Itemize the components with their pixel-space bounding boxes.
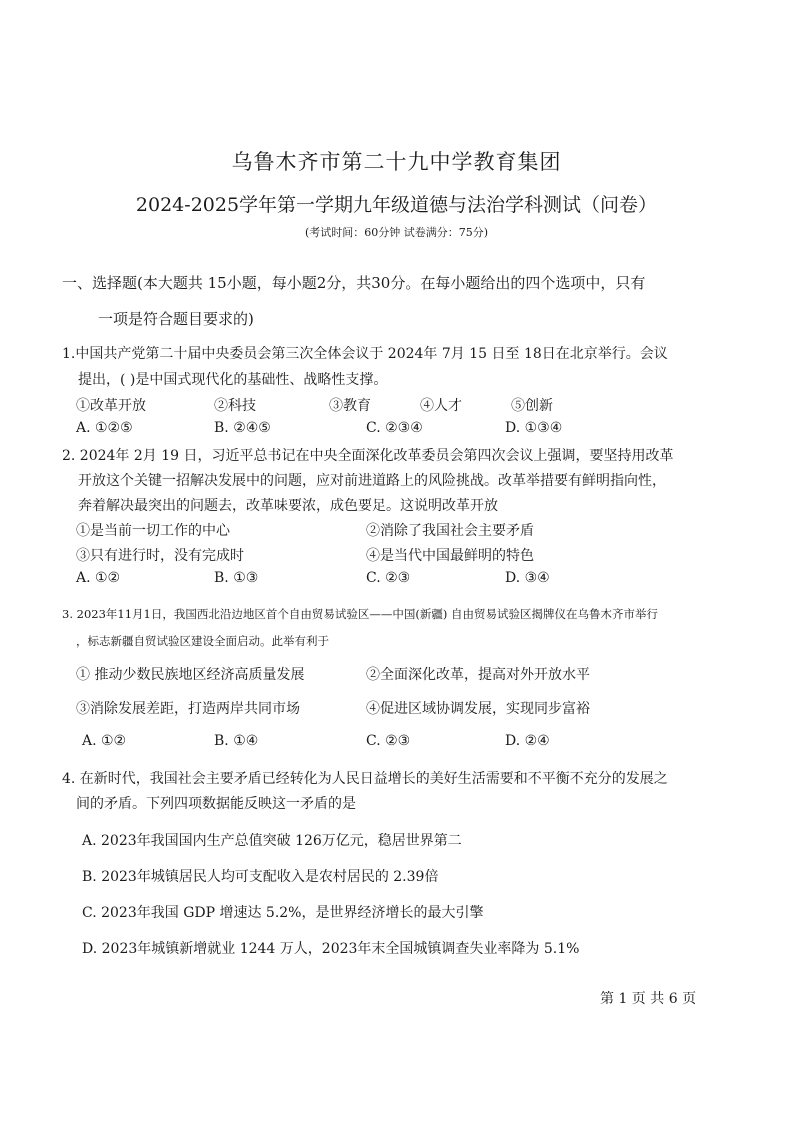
q2-option-b: B. ①③ [214,570,259,586]
q4-option-c: C. 2023年我国 GDP 增速达 5.2%，是世界经济增长的最大引擎 [82,905,484,921]
q1-item-5: ⑤创新 [511,398,553,414]
q4-option-b: B. 2023年城镇居民人均可支配收入是农村居民的 2.39倍 [82,869,439,885]
q1-item-1: ①改革开放 [76,398,146,414]
section-heading-line1: 一、选择题(本大题共 15小题，每小题2分，共30分。在每小题给出的四个选项中，只有 [62,274,646,292]
q4-option-d: D. 2023年城镇新增就业 1244 万人，2023年末全国城镇调查失业率降为 5.1% [82,941,580,957]
q1-option-b: B. ②④⑤ [214,420,271,436]
q4-option-a: A. 2023年我国国内生产总值突破 126万亿元，稳居世界第二 [82,833,462,849]
q3-stem-line2: ，标志新疆自贸试验区建设全面启动。此举有利于 [76,634,329,648]
q2-item-3: ③只有进行时，没有完成时 [76,548,244,564]
section-heading-line2: 一项是符合题目要求的) [98,310,254,328]
q2-option-c: C. ②③ [366,570,411,586]
q4-stem-line2: 间的矛盾。下列四项数据能反映这一矛盾的是 [76,796,356,812]
q1-option-c: C. ②③④ [366,420,423,436]
q2-item-1: ①是当前一切工作的中心 [76,523,230,539]
q3-item-1: ① 推动少数民族地区经济高质量发展 [76,667,305,683]
q3-item-2: ②全面深化改革，提高对外开放水平 [366,667,590,683]
q1-item-2: ②科技 [214,398,256,414]
q3-option-c: C. ②③ [366,733,411,749]
q2-item-2: ②消除了我国社会主要矛盾 [366,523,534,539]
q3-item-3: ③消除发展差距，打造两岸共同市场 [76,701,300,717]
q1-option-d: D. ①③④ [505,420,563,436]
q1-item-3: ③教育 [329,398,371,414]
exam-info: (考试时间：60分钟 试卷满分：75分) [304,226,489,239]
q3-stem-line1: 3. 2023年11月1日，我国西北沿边地区首个自由贸易试验区——中国(新疆) 自由贸易试验区揭牌仪在乌鲁木齐市举行 [62,607,658,621]
q1-item-4: ④人才 [420,398,462,414]
q2-item-4: ④是当代中国最鲜明的特色 [366,548,534,564]
q3-option-a: A. ①② [82,733,127,749]
q4-stem-line1: 4. 在新时代，我国社会主要矛盾已经转化为人民日益增长的美好生活需要和不平衡不充分的发展之 [62,771,668,787]
q3-option-b: B. ①④ [214,733,259,749]
q2-stem-line1: 2. 2024年 2月 19 日，习近平总书记在中央全面深化改革委员会第四次会议上强调，要坚持用改革 [62,448,674,464]
q2-option-d: D. ③④ [505,570,550,586]
q1-option-a: A. ①②⑤ [76,420,133,436]
q2-stem-line3: 奔着解决最突出的问题去，改革味要浓，成色要足。这说明改革开放 [78,498,498,514]
school-name: 乌鲁木齐市第二十九中学教育集团 [231,150,562,174]
exam-title: 2024-2025学年第一学期九年级道德与法治学科测试（问卷） [135,194,658,216]
page-number: 第 1 页 共 6 页 [600,991,697,1007]
q3-item-4: ④促进区域协调发展，实现同步富裕 [366,701,590,717]
q2-stem-line2: 开放这个关键一招解决发展中的问题，应对前进道路上的风险挑战。改革举措要有鲜明指向性， [78,473,666,489]
q2-option-a: A. ①② [76,570,121,586]
q3-option-d: D. ②④ [505,733,550,749]
q1-stem-line1: 1.中国共产党第二十届中央委员会第三次全体会议于 2024年 7月 15 日至 18日在北京举行。会议 [62,346,668,362]
q1-stem-line2: 提出，( )是中国式现代化的基础性、战略性支撑。 [78,372,388,388]
